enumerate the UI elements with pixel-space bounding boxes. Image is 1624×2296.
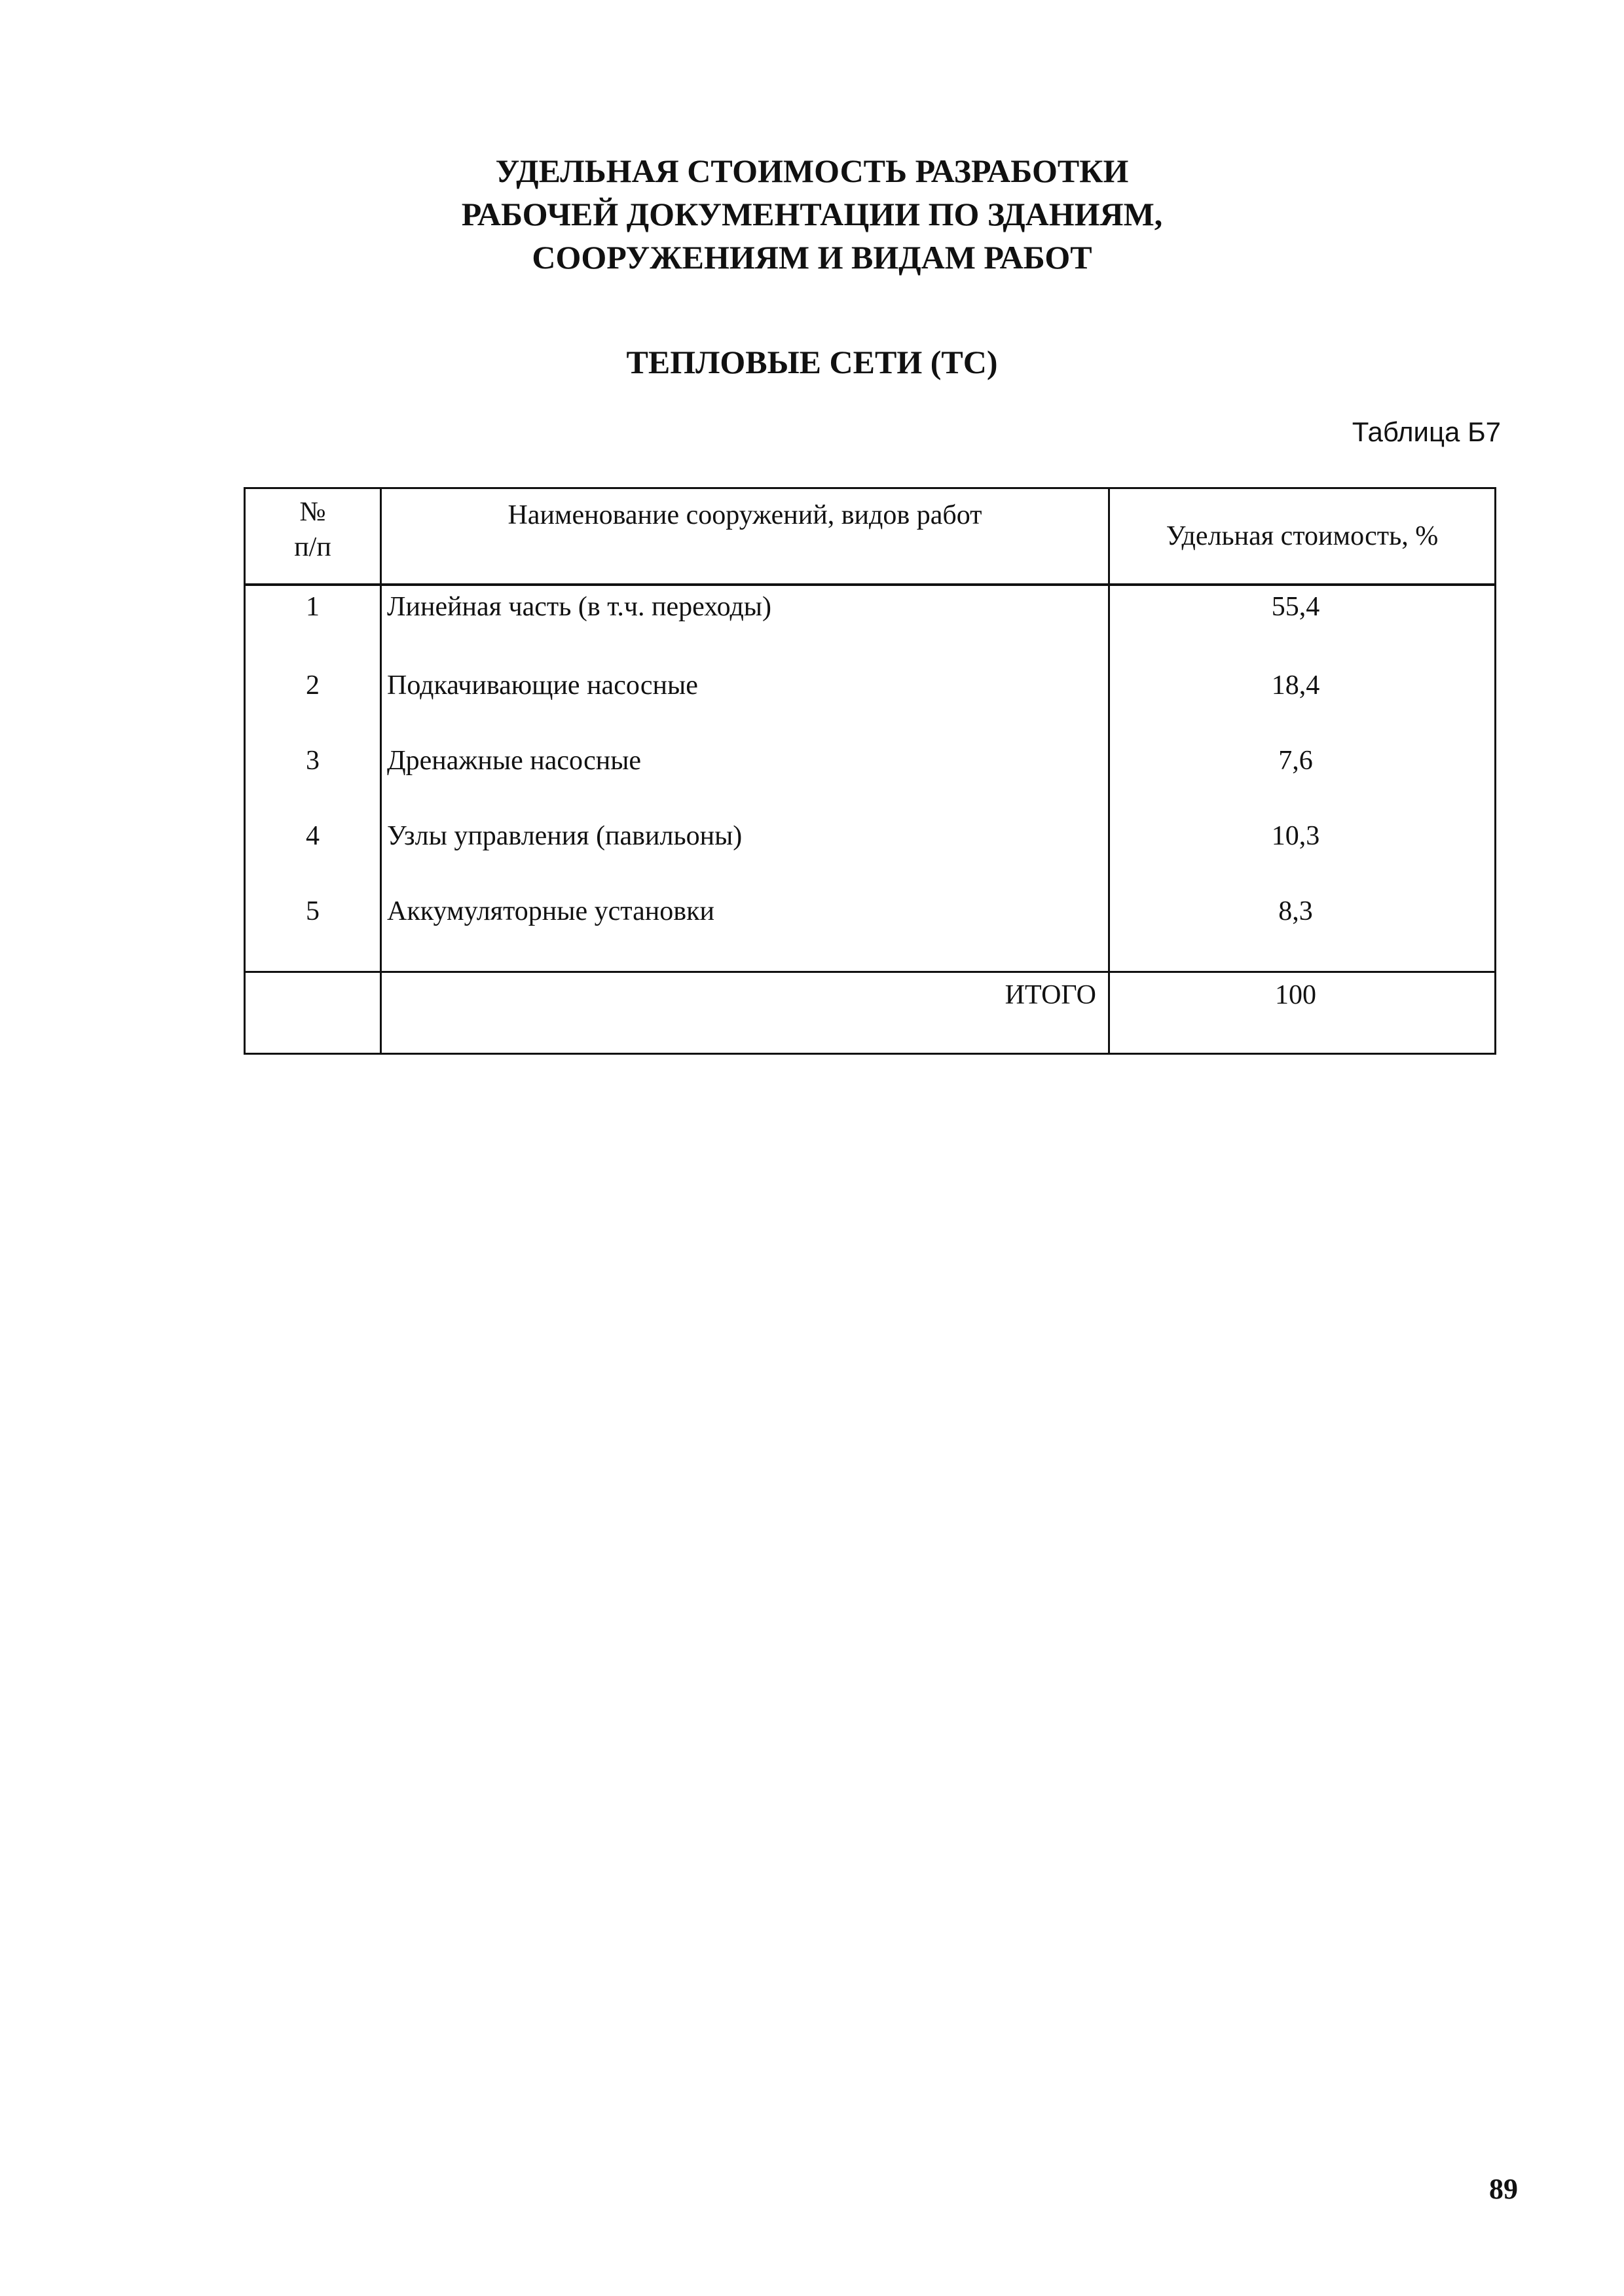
row-name: Подкачивающие насосные: [381, 670, 1109, 745]
total-label: ИТОГО: [381, 972, 1109, 1054]
page-number: 89: [1489, 2173, 1518, 2205]
table-row: [245, 670, 1496, 745]
title-line: РАБОЧЕЙ ДОКУМЕНТАЦИИ ПО ЗДАНИЯМ,: [461, 196, 1163, 232]
row-number: 4: [245, 820, 381, 896]
row-name: Линейная часть (в т.ч. переходы): [381, 585, 1109, 670]
row-name: Аккумуляторные установки: [381, 896, 1109, 972]
title-line: УДЕЛЬНАЯ СТОИМОСТЬ РАЗРАБОТКИ: [495, 153, 1129, 189]
table-caption: Таблица Б7: [1352, 416, 1501, 447]
row-value: 18,4: [1109, 670, 1496, 745]
row-number: 1: [245, 585, 381, 670]
row-value: 55,4: [1109, 585, 1496, 670]
row-number: 3: [245, 745, 381, 820]
row-number: 5: [245, 896, 381, 972]
row-name: Узлы управления (павильоны): [381, 820, 1109, 896]
document-title: [0, 149, 1624, 279]
header-number-symbol: №: [299, 497, 326, 527]
table-row: [245, 585, 1496, 670]
header-name: Наименование сооружений, видов работ: [381, 488, 1109, 585]
table-row: [245, 896, 1496, 972]
total-empty-cell: [245, 972, 381, 1054]
title-line: СООРУЖЕНИЯМ И ВИДАМ РАБОТ: [532, 239, 1092, 276]
row-value: 8,3: [1109, 896, 1496, 972]
row-value: 7,6: [1109, 745, 1496, 820]
table-row: [245, 820, 1496, 896]
header-value: Удельная стоимость, %: [1109, 488, 1496, 585]
row-name: Дренажные насосные: [381, 745, 1109, 820]
header-number: [245, 488, 381, 585]
table-header-row: [245, 488, 1496, 585]
section-subtitle: ТЕПЛОВЫЕ СЕТИ (ТС): [626, 344, 998, 380]
total-row: [245, 972, 1496, 1054]
total-value: 100: [1109, 972, 1496, 1054]
cost-table: [244, 487, 1496, 1055]
row-value: 10,3: [1109, 820, 1496, 896]
table-row: [245, 745, 1496, 820]
row-number: 2: [245, 670, 381, 745]
header-number-abbr: п/п: [294, 532, 331, 562]
